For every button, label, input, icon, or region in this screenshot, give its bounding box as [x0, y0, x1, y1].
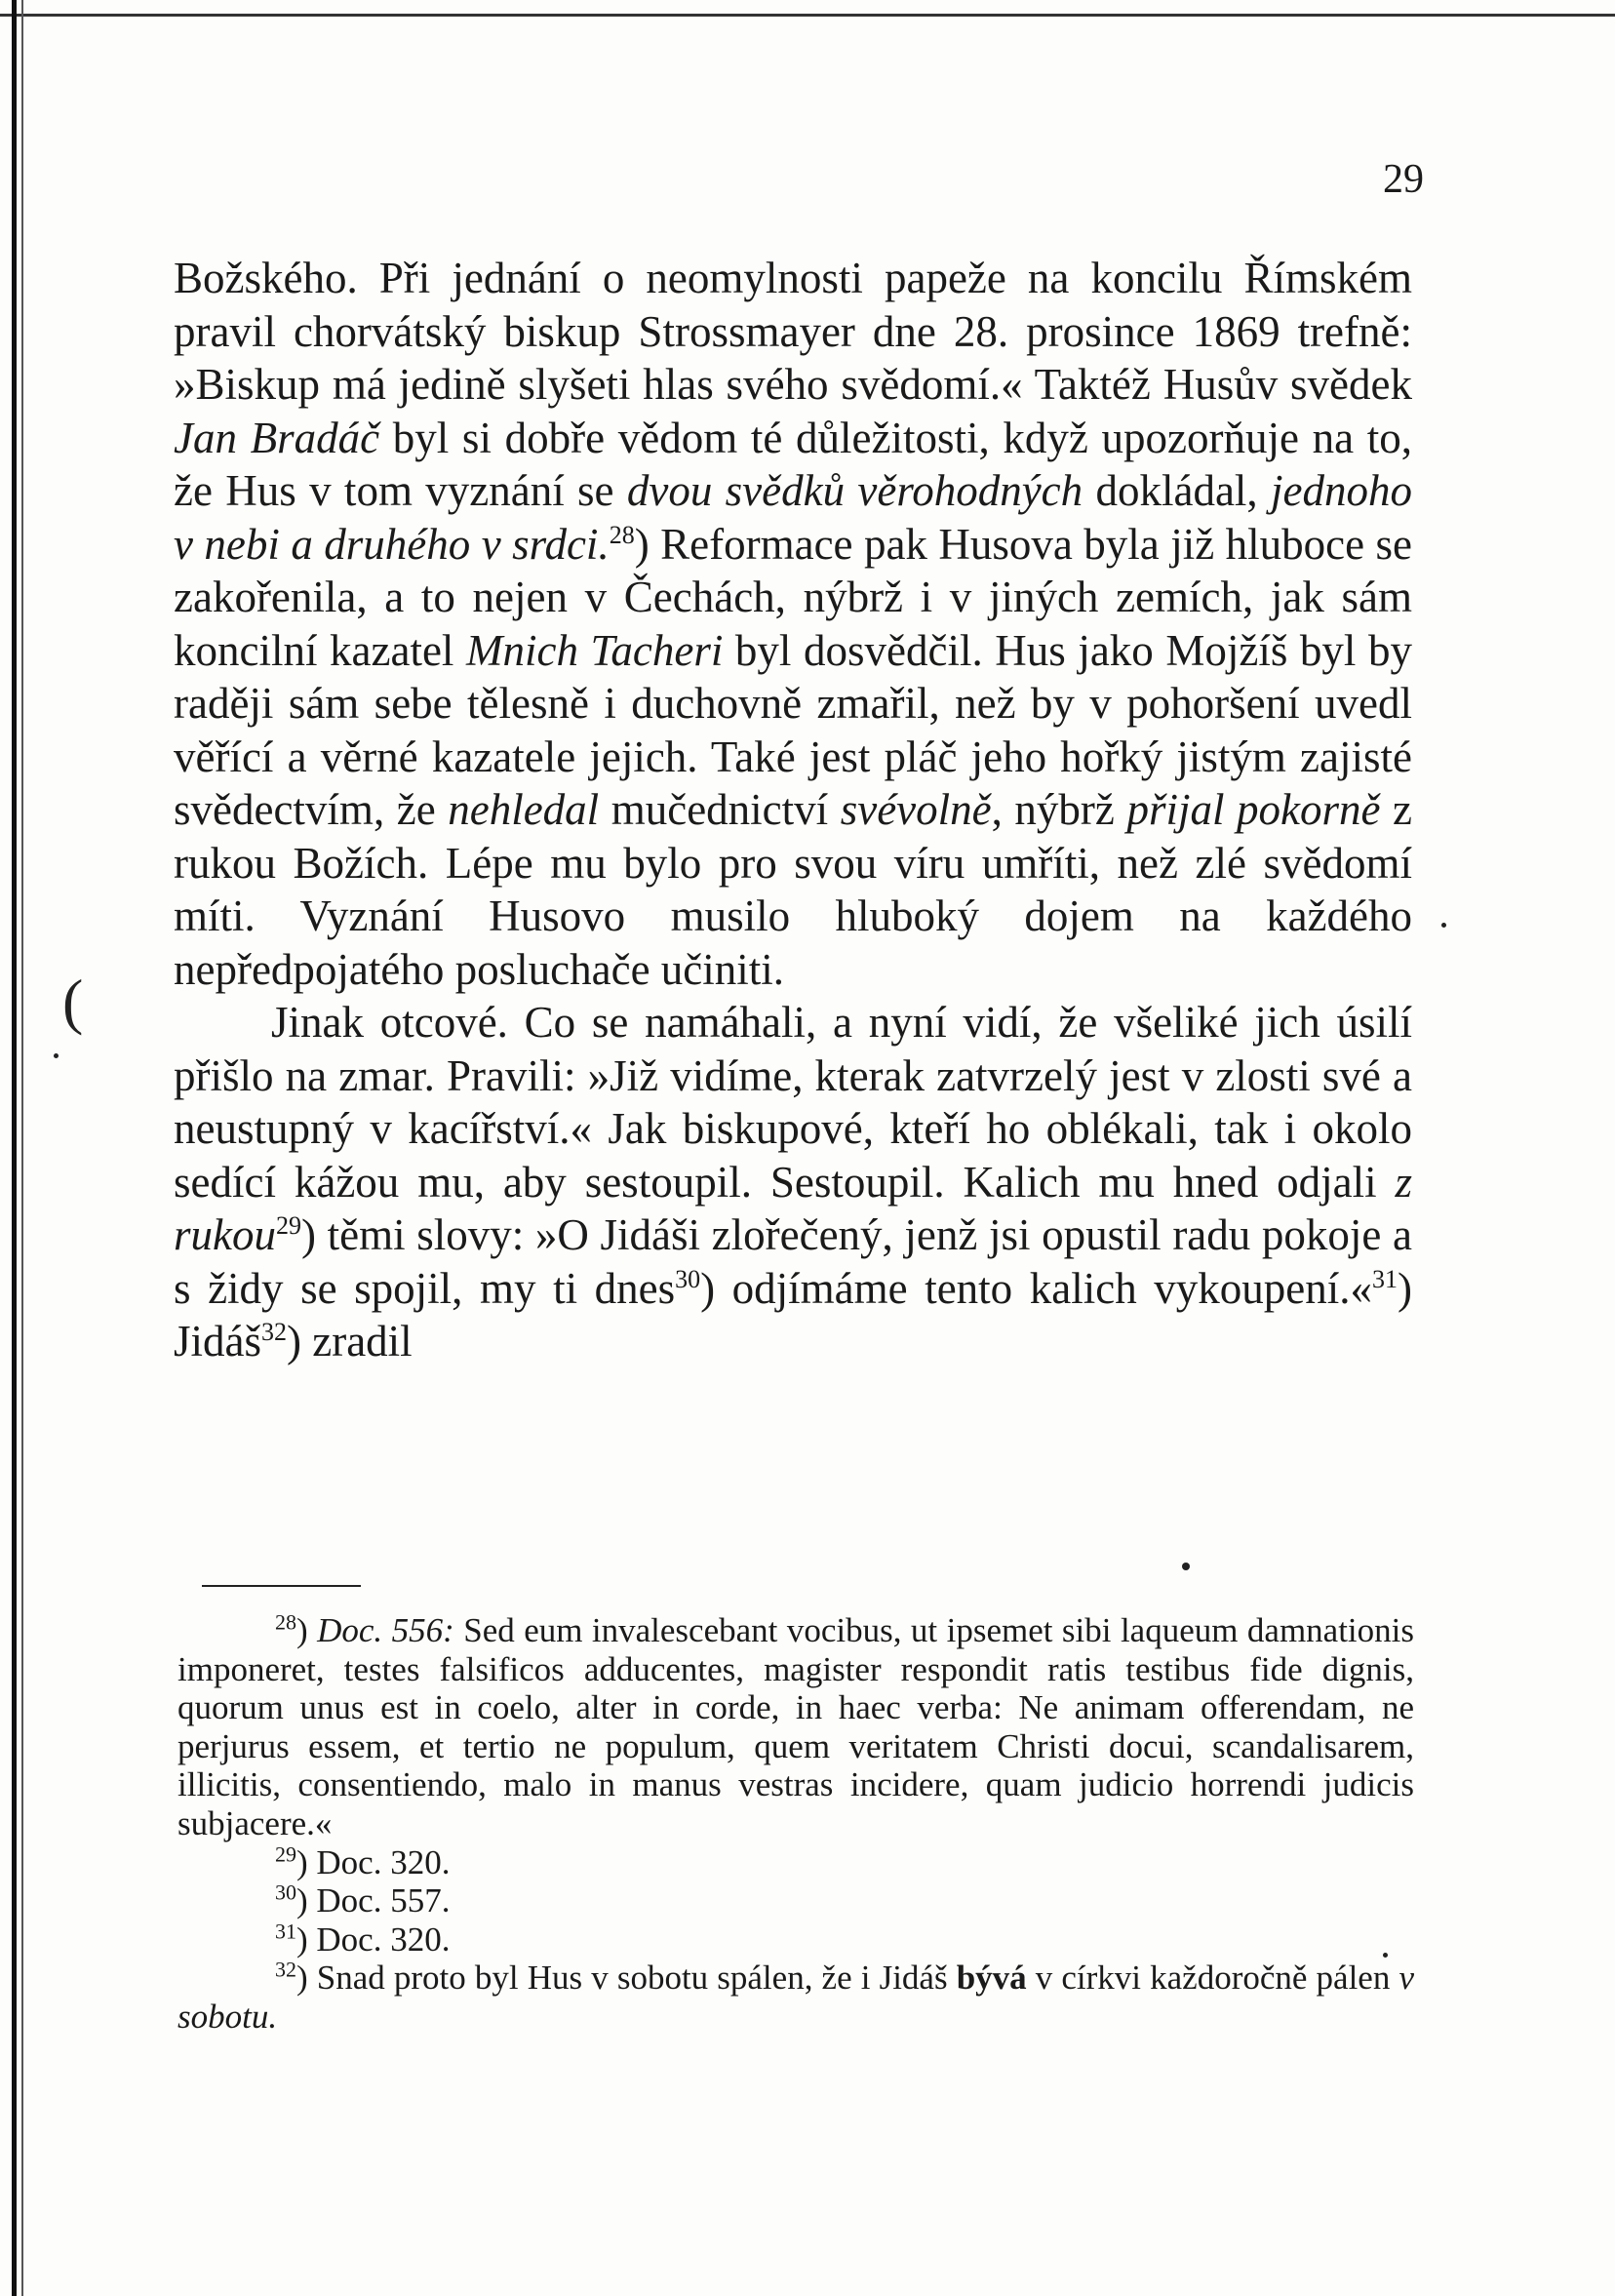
footnote-29-number: 29 [275, 1841, 296, 1866]
footnote-29 [177, 1843, 1414, 1882]
p1-text-5: byl dosvědčil. Hus jako Mojžíš byl by raději sám sebe tělesně i duchovně zmařil, než by v pohoršení uvedl věřící a věrné kazatele jejich. Také jest pláč jeho hořký jistým zajisté svědectvím, že [174, 625, 1412, 834]
p1-text-3: dokládal, [1083, 466, 1272, 515]
p1-italic-2: dvou svědků věrohodných [626, 466, 1083, 515]
footnote-29-text: ) Doc. 320. [296, 1842, 451, 1881]
p1-text-2: byl si dobře vědom té důležitosti, když upozorňuje na to, že Hus v tom vyznání se [174, 413, 1412, 515]
scan-left-edge-inner [21, 0, 23, 2296]
footnote-32-text-1: ) Snad proto byl Hus v sobotu spálen, že i Jidáš [296, 1959, 957, 1998]
paragraph-1 [174, 252, 1412, 996]
paragraph-2 [174, 996, 1412, 1368]
p2-text-1: Jinak otcové. Co se namáhali, a nyní vidí, že všeliké jich úsilí přišlo na zmar. Pravili: »Již vidíme, kterak zatvrzelý jest v zlosti své a neustupný v kacířství.« Jak biskupové, kteří ho oblékali, tak i okolo sedící kážou mu, aby sestoupil. Sestoupil. Kalich mu hned odjali [174, 998, 1412, 1207]
p1-italic-5: nehledal [448, 785, 600, 834]
p1-text-7: , nýbrž [991, 785, 1127, 834]
footnote-32-italic: v sobotu. [177, 1959, 1414, 2036]
footnote-31 [177, 1920, 1414, 1960]
p1-italic-4: Mnich Tacheri [466, 625, 724, 675]
footnote-ref-32: 32 [261, 1318, 287, 1346]
footnote-28-number: 28 [275, 1609, 296, 1635]
footnote-ref-31: 31 [1371, 1264, 1398, 1293]
p1-text-8: z rukou Božích. Lépe mu bylo pro svou víru umříti, než zlé svědomí míti. Vyznání Husovo musilo hluboký dojem na každého nepředpojatého posluchače učiniti. [174, 785, 1413, 994]
scan-speck [1383, 1953, 1388, 1958]
footnote-28 [177, 1611, 1414, 1843]
p1-text-4: ) Reformace pak Husova byla již hluboce se zakořenila, a to nejen v Čechách, nýbrž i v jiných zemích, jak sám koncilní kazatel [174, 519, 1412, 675]
footnote-separator [202, 1585, 361, 1587]
footnote-31-text: ) Doc. 320. [296, 1920, 451, 1959]
footnote-32-bold: bývá [956, 1959, 1027, 1998]
p1-italic-1: Jan Bradáč [174, 413, 380, 462]
footnote-28-text: Sed eum invalescebant vocibus, ut ipsemet sibi laqueum damnationis imponeret, testes falsificos adducentes, magister respondit ratis testibus fide dignis, quorum unus est in coelo, alter in corde, in haec verba: Ne animam offerendam, ne perjurus essem, et tertio ne populum, quem veritatem Christi docui, scandalisarem, illicitis, consentiendo, malo in manus vestras incidere, quam judicio horrendi judicis subjacere.« [177, 1611, 1415, 1842]
p2-italic-1: z rukou [174, 1157, 1412, 1259]
p2-text-3: ) odjímáme tento kalich vykoupení.« [700, 1263, 1372, 1313]
footnote-28-ref: Doc. 556: [317, 1611, 454, 1649]
p1-italic-7: přijal pokorně [1126, 785, 1381, 834]
scan-speck [1441, 923, 1446, 928]
p2-text-4: ) Jidáš [174, 1263, 1412, 1366]
page-number: 29 [1383, 157, 1424, 202]
footnote-31-number: 31 [275, 1919, 296, 1944]
scan-speck [54, 1053, 59, 1058]
scan-top-edge [0, 14, 1615, 17]
scan-left-edge [12, 0, 17, 2296]
p1-text-6: mučednictví [599, 785, 841, 834]
footnote-ref-30: 30 [675, 1264, 701, 1293]
footnotes [177, 1611, 1414, 2037]
main-text [174, 252, 1412, 1368]
p1-italic-6: svévolně [840, 785, 992, 834]
scan-speck [1182, 1563, 1190, 1570]
footnote-30-text: ) Doc. 557. [296, 1881, 451, 1920]
p2-text-5: ) zradil [287, 1317, 413, 1366]
p2-text-2: ) těmi slovy: »O Jidáši zlořečený, jenž jsi opustil radu pokoje a s židy se spojil, my ti dnes [174, 1210, 1412, 1313]
margin-mark: ( [62, 967, 84, 1036]
footnote-32 [177, 1959, 1414, 2036]
footnote-ref-29: 29 [276, 1211, 301, 1240]
footnote-30-number: 30 [275, 1880, 296, 1905]
footnote-32-text-2: v církvi každoročně pálen [1026, 1959, 1399, 1998]
footnote-ref-28: 28 [609, 520, 635, 549]
p1-text-1: Božského. Při jednání o neomylnosti papeže na koncilu Římském pravil chorvátský biskup Strossmayer dne 28. prosince 1869 trefně: »Biskup má jedině slyšeti hlas svého svědomí.« Taktéž Husův svědek [174, 254, 1412, 409]
footnote-32-number: 32 [275, 1957, 296, 1982]
footnote-28-close: ) [296, 1611, 318, 1649]
p1-italic-3: jednoho v nebi a druhého v srdci. [174, 466, 1412, 569]
footnote-30 [177, 1881, 1414, 1920]
